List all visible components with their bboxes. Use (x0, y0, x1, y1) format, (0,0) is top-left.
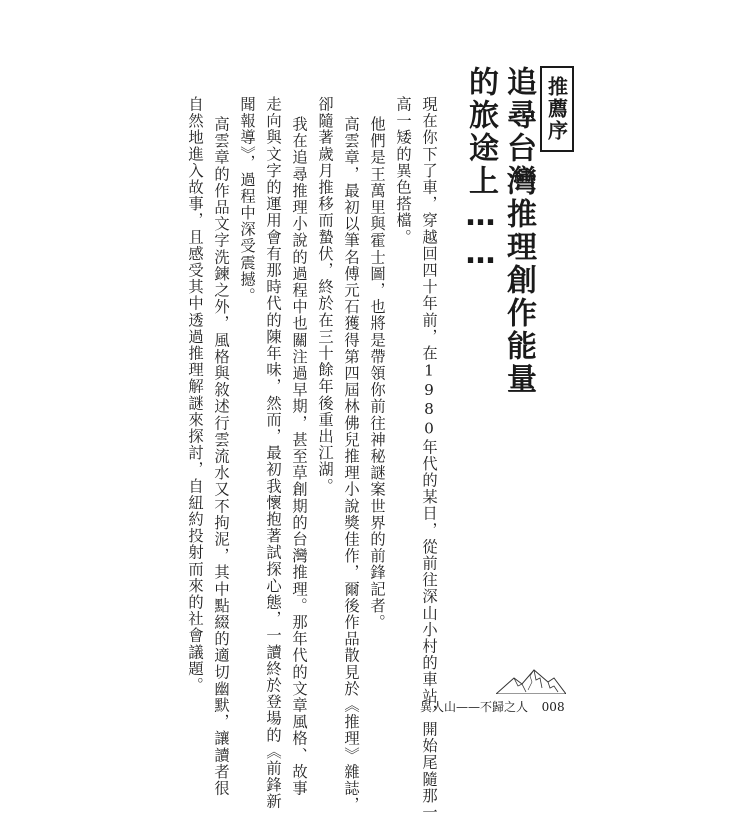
headline-line-1: 追尋台灣推理創作能量 (501, 66, 536, 396)
body-column: 現在你下了車，穿越回四十年前，在1980年代的某日，從前往深山小村的車站，開始尾隨那一 (420, 96, 438, 821)
body-column: 卻隨著歲月推移而蟄伏，終於在三十餘年後重出江湖。 (316, 96, 334, 495)
headline-line-2: 的旅途上…… (463, 66, 498, 274)
body-column: 高雲章，最初以筆名傅元石獲得第四屆林佛兒推理小說獎佳作，爾後作品散見於《推理》雜誌， (342, 116, 360, 814)
body-column: 我在追尋推理小說的過程中也關注過早期，甚至草創期的台灣推理。那年代的文章風格、故事 (290, 116, 308, 797)
body-column: 高雲章的作品文字洗鍊之外，風格與敘述行雲流水又不拘泥，其中點綴的適切幽默，讓讀者很 (212, 116, 230, 797)
body-column: 高一矮的異色搭檔。 (394, 96, 412, 246)
page-number: 008 (541, 700, 565, 714)
body-column: 走向與文字的運用會有那時代的陳年味，然而，最初我懷抱著試探心態，一讀終於登場的《前鋒新 (264, 96, 282, 810)
body-column: 他們是王萬里與霍士圖，也將是帶領你前往神秘謎案世界的前鋒記者。 (368, 116, 386, 631)
page-footer (420, 698, 565, 715)
body-column: 自然地進入故事，且感受其中透過推理解謎來探討，自紐約投射而來的社會議題。 (186, 96, 204, 694)
body-column: 聞報導》，過程中深受震撼。 (238, 96, 256, 305)
mountain-icon (496, 668, 566, 694)
book-title: 異人山——不歸之人 (420, 700, 529, 714)
preface-tag: 推薦序 (540, 66, 574, 152)
